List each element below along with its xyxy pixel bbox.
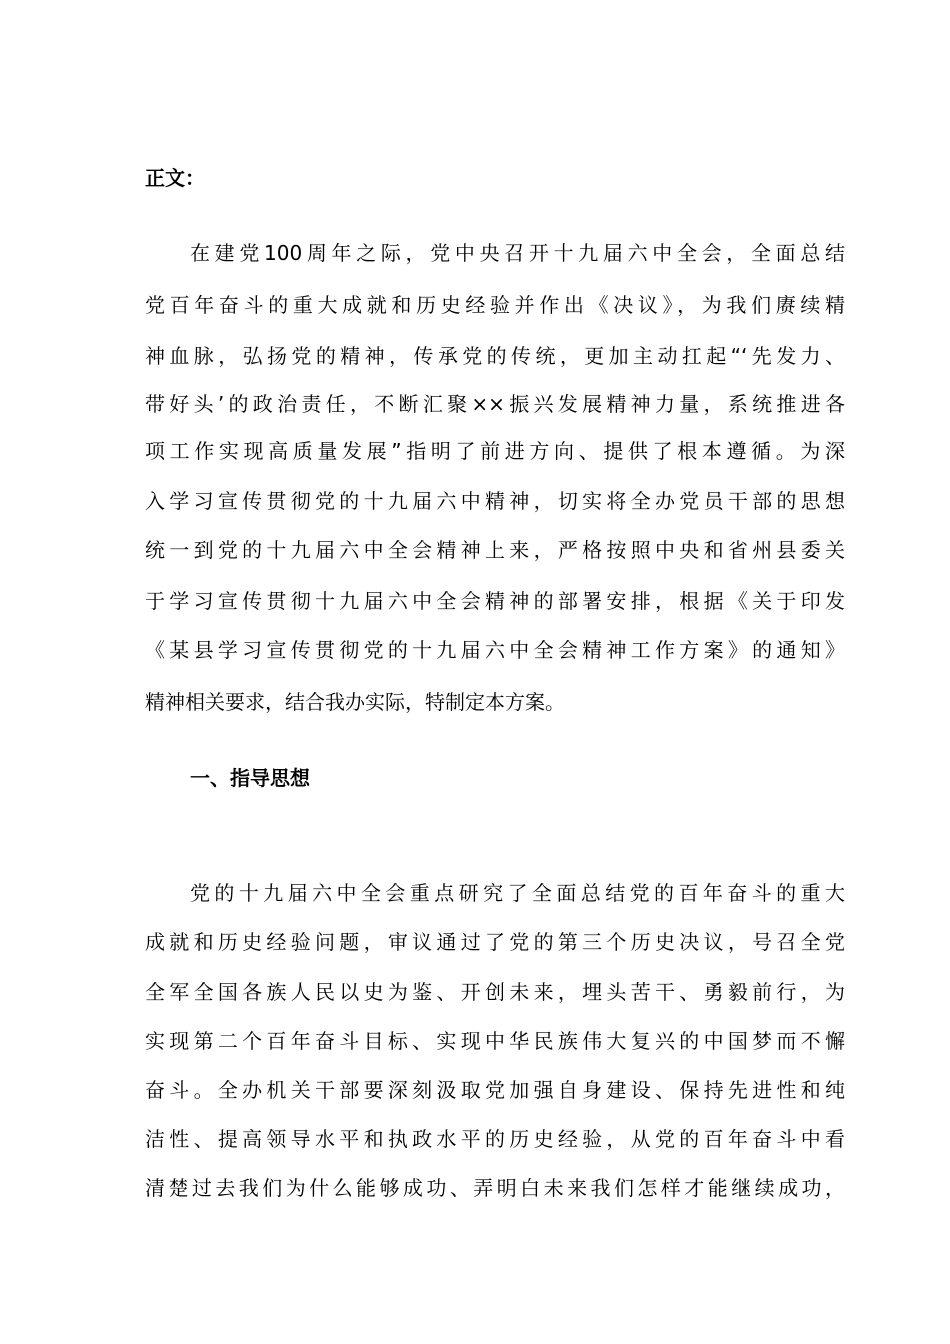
- paragraph-line: 奋斗。全办机关干部要深刻汲取党加强自身建设、保持先进性和纯: [145, 1078, 845, 1102]
- paragraph-line: 党百年奋斗的重大成就和历史经验并作出《决议》，为我们赓续精: [145, 293, 845, 317]
- section-title-guiding-ideology: 一、指导思想: [190, 766, 310, 790]
- paragraph-line: 入学习宣传贯彻党的十九届六中精神，切实将全办党员干部的思想: [145, 489, 845, 513]
- paragraph-line: 党的十九届六中全会重点研究了全面总结党的百年奋斗的重大: [190, 881, 845, 905]
- paragraph-line: 项工作实现高质量发展”指明了前进方向、提供了根本遵循。为深: [145, 439, 845, 463]
- paragraph-line: 在建党100周年之际，党中央召开十九届六中全会，全面总结: [190, 241, 845, 265]
- paragraph-line: 成就和历史经验问题，审议通过了党的第三个历史决议，号召全党: [145, 930, 845, 954]
- paragraph-line: 全军全国各族人民以史为鉴、开创未来，埋头苦干、勇毅前行，为: [145, 980, 845, 1004]
- paragraph-line: 精神相关要求，结合我办实际，特制定本方案。: [145, 690, 565, 714]
- paragraph-line: 《某县学习宣传贯彻党的十九届六中全会精神工作方案》的通知》: [145, 638, 845, 662]
- paragraph-line: 实现第二个百年奋斗目标、实现中华民族伟大复兴的中国梦而不懈: [145, 1029, 845, 1053]
- body-heading: 正文：: [145, 166, 205, 190]
- paragraph-line: 统一到党的十九届六中全会精神上来，严格按照中央和省州县委关: [145, 538, 845, 562]
- paragraph-line: 清楚过去我们为什么能够成功、弄明白未来我们怎样才能继续成功，: [145, 1176, 845, 1200]
- paragraph-line: 于学习宣传贯彻十九届六中全会精神的部署安排，根据《关于印发: [145, 589, 845, 613]
- paragraph-line: 带好头’的政治责任，不断汇聚××振兴发展精神力量，系统推进各: [145, 392, 845, 416]
- paragraph-line: 神血脉，弘扬党的精神，传承党的传统，更加主动扛起“‘先发力、: [145, 344, 845, 368]
- paragraph-line: 洁性、提高领导水平和执政水平的历史经验，从党的百年奋斗中看: [145, 1127, 845, 1151]
